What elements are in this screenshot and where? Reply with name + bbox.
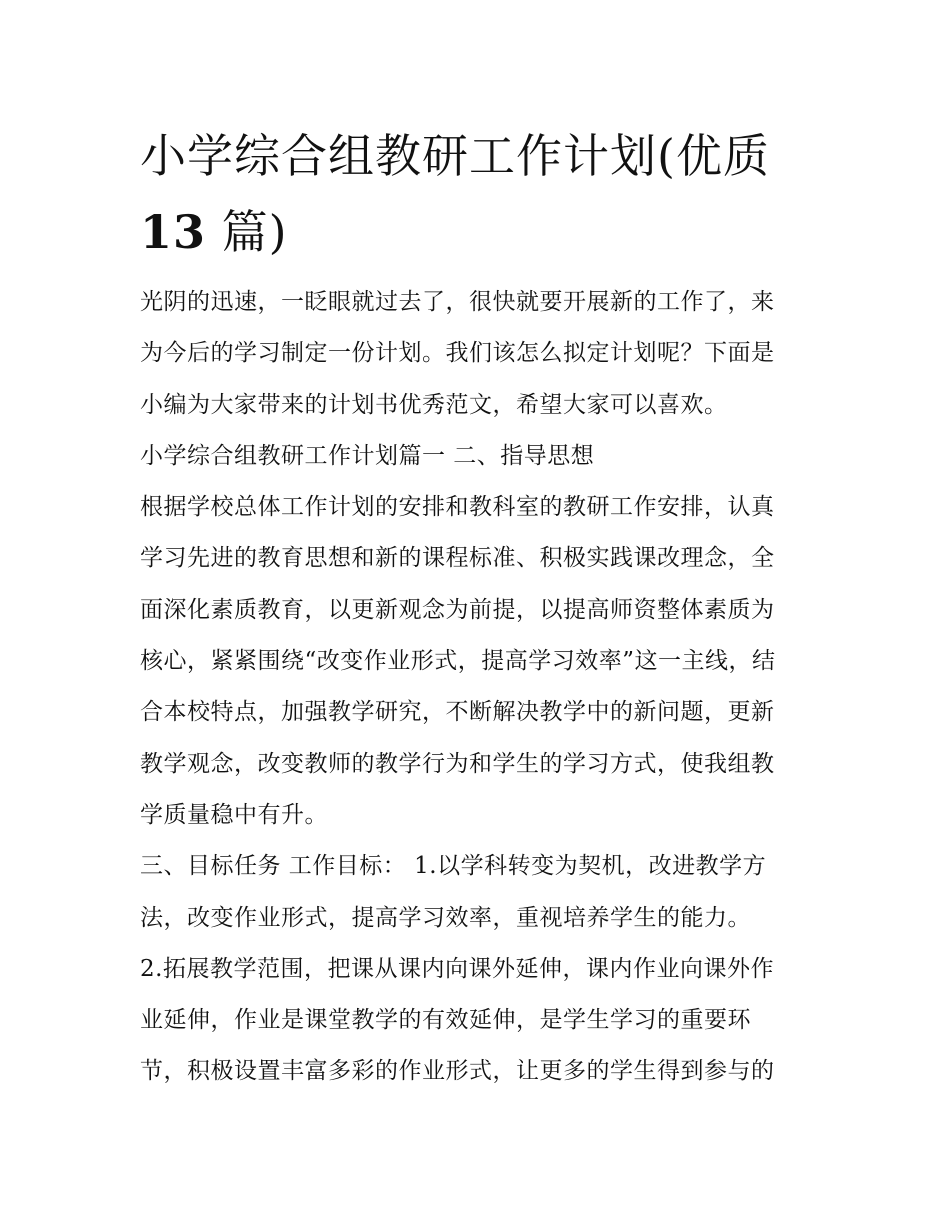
body-line: 学质量稳中有升。 [140,801,328,828]
section-heading-line: 三、目标任务 工作目标： 1.以学科转变为契机，改进教学方 [140,853,767,880]
body-line: 教学观念，改变教师的教学行为和学生的学习方式，使我组教 [140,750,775,777]
body-line: 面深化素质教育，以更新观念为前提，以提高师资整体素质为 [140,596,775,623]
body-line: 光阴的迅速，一眨眼就过去了，很快就要开展新的工作了，来 [140,289,775,315]
body-line: 业延伸，作业是课堂教学的有效延伸，是学生学习的重要环 [140,1007,751,1034]
body-line: 为今后的学习制定一份计划。我们该怎么拟定计划呢？下面是 [140,340,775,367]
body-line: 节，积极设置丰富多彩的作业形式，让更多的学生得到参与的 [140,1058,775,1085]
document-title [140,118,820,270]
body-line: 核心，紧紧围绕“改变作业形式，提高学习效率”这一主线，结 [140,648,776,675]
title-line-1: 小学综合组教研工作计划(优质 [140,129,770,183]
title-line-2: 篇) [206,205,288,259]
title-number: 13 [140,205,207,259]
document-body [140,277,820,1098]
body-line: 法，改变作业形式，提高学习效率，重视培养学生的能力。 [140,904,751,931]
body-line: 学习先进的教育思想和新的课程标准、积极实践课改理念，全 [140,545,775,572]
section-heading-line: 小学综合组教研工作计划篇一 二、指导思想 [140,442,595,469]
body-line: 2.拓展教学范围，把课从课内向课外延伸，课内作业向课外作 [140,955,774,982]
body-line: 合本校特点，加强教学研究，不断解决教学中的新问题，更新 [140,699,775,726]
body-line: 根据学校总体工作计划的安排和教科室的教研工作安排，认真 [140,494,775,521]
body-line: 小编为大家带来的计划书优秀范文，希望大家可以喜欢。 [140,391,728,418]
